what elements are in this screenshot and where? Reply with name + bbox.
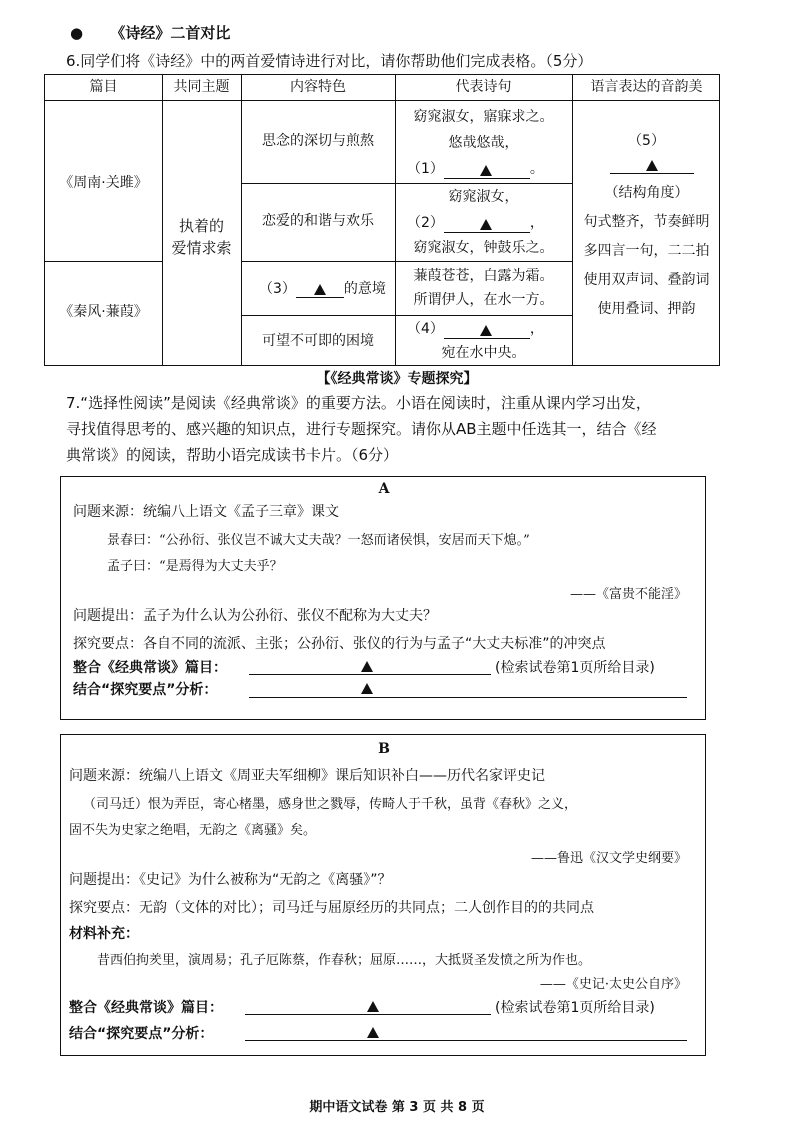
card-a-chapter-note: (检索试卷第1页所给目录) bbox=[495, 660, 655, 676]
q7-line2: 寻找值得思考的、感兴趣的知识点，进行专题探究。请你从AB主题中任选其一，结合《经 bbox=[66, 420, 657, 438]
q7-line1: 7.“选择性阅读”是阅读《经典常谈》的重要方法。小语在阅读时，注重从课内学习出发， bbox=[66, 394, 651, 412]
comparison-table bbox=[44, 74, 720, 366]
section-title: 《诗经》二首对比 bbox=[110, 24, 231, 42]
answer-marker-icon bbox=[480, 165, 492, 176]
header-title: 篇目 bbox=[89, 79, 118, 95]
sound-blank-label: （5） bbox=[628, 133, 665, 149]
header-theme: 共同主题 bbox=[173, 79, 230, 95]
card-a-label: A bbox=[378, 481, 390, 497]
card-b-question: 问题提出：《史记》为什么被称为“无韵之《离骚》”？ bbox=[69, 872, 392, 888]
answer-marker-icon bbox=[314, 284, 326, 295]
card-a-quote1: 景春曰：“公孙衍、张仪岂不诚大丈夫哉？一怒而诸侯惧，安居而天下熄。” bbox=[107, 533, 530, 548]
answer-marker-icon bbox=[480, 219, 492, 230]
page-footer: 期中语文试卷 第 3 页 共 8 页 bbox=[309, 1100, 485, 1115]
poem-guanju: 《周南·关雎》 bbox=[59, 175, 148, 191]
sound-line4: 使用叠词、押韵 bbox=[597, 301, 696, 317]
card-a-source: 问题来源：统编八上语文《孟子三章》课文 bbox=[73, 504, 339, 520]
answer-marker-icon bbox=[361, 683, 373, 694]
poem-jianjia: 《秦风·蒹葭》 bbox=[59, 304, 148, 320]
sound-line3: 使用双声词、叠韵词 bbox=[583, 272, 710, 288]
card-a-quote2: 孟子曰：“是焉得为大丈夫乎？ bbox=[107, 559, 283, 574]
quote-r2-blank: （2） ， bbox=[407, 215, 544, 231]
section-header bbox=[70, 22, 230, 43]
card-b-source: 问题来源：统编八上语文《周亚夫军细柳》课后知识补白——历代名家评史记 bbox=[69, 768, 545, 784]
card-b-chapter-label: 整合《经典常谈》篇目： bbox=[69, 1000, 223, 1016]
card-b-material-label: 材料补充： bbox=[69, 926, 139, 942]
header-quote: 代表诗句 bbox=[455, 79, 512, 95]
header-sound: 语言表达的音韵美 bbox=[590, 79, 703, 95]
quote-r1-blank: （1） 。 bbox=[407, 161, 544, 177]
card-b-analysis-blank[interactable] bbox=[245, 1040, 687, 1041]
q7-line3: 典常谈》的阅读，帮助小语完成读书卡片。（6分） bbox=[66, 446, 399, 464]
card-a-analysis-label: 结合“探究要点”分析： bbox=[73, 682, 218, 698]
card-b-analysis-label: 结合“探究要点”分析： bbox=[69, 1026, 214, 1042]
quote-r2-line1: 窈窕淑女， bbox=[448, 189, 519, 205]
section2-title: 【《经典常谈》专题探究】 bbox=[316, 371, 478, 387]
answer-marker-icon bbox=[480, 325, 492, 336]
card-b-chapter-blank[interactable] bbox=[245, 1014, 491, 1015]
sound-structure: （结构角度） bbox=[604, 185, 689, 201]
quote-r3-line1: 蒹葭苍苍，白露为霜。 bbox=[413, 268, 554, 284]
sound-line2: 多四言一句，二二拍 bbox=[583, 243, 710, 259]
quote-r4-line2: 宛在水中央。 bbox=[441, 345, 526, 361]
bullet-icon: ● bbox=[70, 24, 84, 42]
card-b-label: B bbox=[378, 741, 390, 757]
header-feature: 内容特色 bbox=[290, 79, 346, 95]
card-b bbox=[60, 734, 706, 1056]
card-a-question: 问题提出：孟子为什么认为公孙衍、张仪不配称为大丈夫？ bbox=[73, 608, 437, 624]
answer-marker-icon bbox=[367, 1001, 379, 1012]
card-a-points: 探究要点：各自不同的流派、主张；公孙衍、张仪的行为与孟子“大丈夫标准”的冲突点 bbox=[73, 636, 606, 652]
card-a-cite: ——《富贵不能淫》 bbox=[569, 587, 687, 602]
card-b-quote1: （司马迁）恨为弄臣，寄心楮墨，感身世之戮辱，传畸人于千秋，虽背《春秋》之义， bbox=[83, 797, 578, 812]
common-theme: 执着的 爱情求索 bbox=[171, 217, 232, 257]
card-b-points: 探究要点：无韵（文体的对比）；司马迁与屈原经历的共同点；二人创作目的的共同点 bbox=[69, 900, 594, 916]
quote-r3-line2: 所谓伊人，在水一方。 bbox=[413, 292, 554, 308]
feature-3: （3） 的意境 bbox=[259, 281, 386, 297]
sound-line1: 句式整齐，节奏鲜明 bbox=[583, 214, 710, 230]
quote-r2-line3: 窈窕淑女，钟鼓乐之。 bbox=[413, 240, 554, 256]
feature-2: 恋爱的和谐与欢乐 bbox=[262, 213, 374, 229]
quote-r4-blank: （4） ， bbox=[407, 321, 544, 337]
quote-r1-line1: 窈窕淑女，寤寐求之。 bbox=[413, 109, 554, 125]
feature-1: 思念的深切与煎熬 bbox=[262, 133, 374, 149]
answer-marker-icon bbox=[646, 160, 658, 171]
feature-4: 可望不可即的困境 bbox=[262, 333, 374, 349]
card-b-material-cite: ——《史记·太史公自序》 bbox=[539, 977, 687, 992]
card-b-cite: ——鲁迅《汉文学史纲要》 bbox=[530, 851, 687, 866]
quote-r1-line2: 悠哉悠哉， bbox=[448, 135, 519, 151]
card-a bbox=[60, 476, 706, 720]
card-a-analysis-blank[interactable] bbox=[249, 697, 687, 698]
card-b-chapter-note: (检索试卷第1页所给目录) bbox=[495, 1000, 655, 1016]
answer-marker-icon bbox=[361, 661, 373, 672]
answer-marker-icon bbox=[367, 1027, 379, 1038]
sound-blank bbox=[610, 155, 694, 174]
card-a-chapter-blank[interactable] bbox=[249, 674, 491, 675]
card-b-material: 昔西伯拘羑里，演周易；孔子厄陈蔡，作春秋；屈原……，大抵贤圣发愤之所为作也。 bbox=[97, 953, 592, 968]
q6-prompt: 6.同学们将《诗经》中的两首爱情诗进行对比，请你帮助他们完成表格。（5分） bbox=[66, 52, 593, 70]
card-a-chapter-label: 整合《经典常谈》篇目： bbox=[73, 660, 227, 676]
card-b-quote2: 固不失为史家之绝唱，无韵之《离骚》矣。 bbox=[69, 823, 317, 838]
